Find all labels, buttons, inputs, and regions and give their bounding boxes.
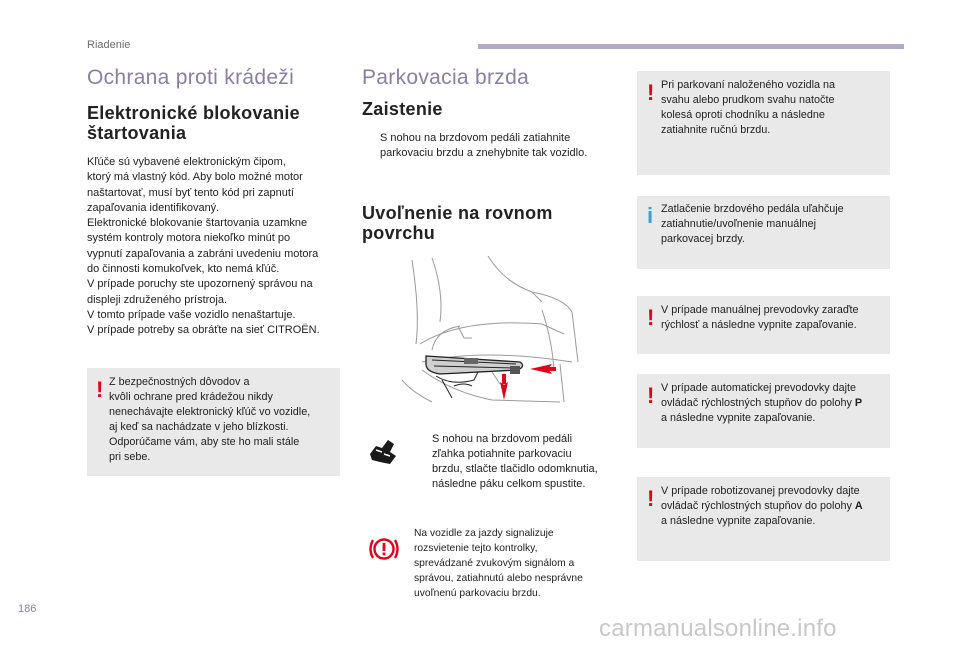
box2-line: Zatlačenie brzdového pedála uľahčuje	[661, 203, 844, 215]
box4-line-3: a následne vypnite zapaľovanie.	[661, 412, 816, 424]
alert-line: správou, zatiahnutú alebo nesprávne	[414, 573, 583, 584]
box5-line-2-prefix: ovládač rýchlostných stupňov do polohy	[661, 500, 855, 512]
box5-text	[661, 484, 887, 529]
engage-heading: Zaistenie	[362, 99, 443, 119]
box4-line-1: V prípade automatickej prevodovky dajte	[661, 382, 857, 394]
left-warning-line: Z bezpečnostných dôvodov a	[109, 376, 250, 388]
header-bar	[478, 44, 904, 49]
left-warning-text	[109, 375, 337, 465]
right-warning-box-1	[637, 71, 890, 175]
box2-text	[661, 202, 887, 247]
release-heading	[362, 203, 602, 243]
left-body-line: Elektronické blokovanie štartovania uzamkne	[87, 217, 308, 230]
left-body-line: systém kontroly motora niekoľko minút po	[87, 232, 291, 245]
box5-line-1: V prípade robotizovanej prevodovky dajte	[661, 485, 860, 497]
alert-line: uvoľnenú parkovaciu brzdu.	[414, 588, 541, 599]
left-warning-line: nenechávajte elektronický kľúč vo vozidle,	[109, 406, 311, 418]
box4-text	[661, 381, 887, 426]
release-line: brzdu, stlačte tlačidlo odomknutia,	[432, 463, 598, 475]
hand-icon	[366, 434, 400, 468]
alert-line: sprevádzané zvukovým signálom a	[414, 558, 575, 569]
release-line: následne páku celkom spustite.	[432, 478, 586, 490]
warning-icon: !	[96, 377, 104, 402]
left-body-line: V tomto prípade vaše vozidlo nenaštartuje.	[87, 308, 296, 321]
left-warning-line: kvôli ochrane pred krádežou nikdy	[109, 391, 273, 403]
box1-line: svahu alebo prudkom svahu natočte	[661, 94, 835, 106]
release-heading-line: Uvoľnenie na rovnom	[362, 203, 553, 223]
engage-text	[380, 131, 620, 161]
watermark: carmanualsonline.info	[599, 615, 837, 642]
warning-icon: !	[647, 486, 655, 511]
box5-position: A	[854, 500, 863, 512]
left-body-line: V prípade poruchy ste upozornený správou na	[87, 278, 313, 291]
right-info-box	[637, 196, 890, 269]
left-body-line: displeji združeného prístroja.	[87, 293, 228, 306]
warning-icon: !	[647, 305, 655, 330]
box3-line: V prípade manuálnej prevodovky zaraďte	[661, 304, 859, 316]
left-body-line: zapaľovania identifikovaný.	[87, 201, 220, 214]
warning-icon: !	[647, 80, 655, 105]
box5-line-2	[661, 499, 887, 514]
box3-text	[661, 303, 887, 333]
warning-icon: !	[647, 383, 655, 408]
brake-warning-lamp-icon	[368, 536, 400, 562]
left-body	[87, 155, 357, 339]
left-body-line: Kľúče sú vybavené elektronickým čipom,	[87, 156, 286, 168]
box5-line-3: a následne vypnite zapaľovanie.	[661, 515, 816, 527]
release-text	[432, 432, 622, 492]
box4-position: P	[854, 397, 863, 409]
box4-line-2	[661, 396, 887, 411]
left-body-line: ktorý má vlastný kód. Aby bolo možné motor	[87, 171, 303, 184]
box2-line: parkovacej brzdy.	[661, 233, 745, 245]
middle-title: Parkovacia brzda	[362, 66, 530, 89]
box1-text	[661, 78, 887, 138]
left-warning-line: aj keď sa nachádzate v jeho blízkosti.	[109, 421, 289, 433]
box2-line: zatiahnutie/uvoľnenie manuálnej	[661, 218, 817, 230]
left-body-line: do činnosti komukoľvek, kto nemá kľúč.	[87, 263, 280, 276]
left-body-line: V prípade potreby sa obráťte na sieť CITROËN.	[87, 324, 320, 337]
release-line: S nohou na brzdovom pedáli	[432, 433, 573, 445]
section-label: Riadenie	[87, 39, 131, 51]
engage-line: S nohou na brzdovom pedáli zatiahnite	[380, 132, 571, 144]
left-warning-line: pri sebe.	[109, 451, 151, 463]
release-line: zľahka potiahnite parkovaciu	[432, 448, 572, 460]
left-warning-line: Odporúčame vám, aby ste ho mali stále	[109, 436, 300, 448]
left-body-line: vypnutí zapaľovania a zabráni uvedeniu motora	[87, 247, 319, 260]
engage-line: parkovaciu brzdu a znehybnite tak vozidlo.	[380, 147, 588, 159]
box1-line: zatiahnite ručnú brzdu.	[661, 124, 771, 136]
right-warning-box-2	[637, 296, 890, 354]
alert-line: rozsvietenie tejto kontrolky,	[414, 543, 538, 554]
box1-line: kolesá oproti chodníku a následne	[661, 109, 825, 121]
left-warning-box	[87, 368, 340, 476]
release-heading-line: povrchu	[362, 223, 436, 243]
box3-line: rýchlosť a následne vypnite zapaľovanie.	[661, 319, 857, 331]
parking-brake-illustration	[392, 252, 590, 414]
box1-line: Pri parkovaní naloženého vozidla na	[661, 79, 836, 91]
alert-line: Na vozidle za jazdy signalizuje	[414, 528, 554, 539]
brake-alert-text	[414, 526, 624, 601]
left-subtitle: Elektronické blokovanie štartovania	[87, 103, 300, 143]
right-warning-box-3	[637, 374, 890, 448]
page-number: 186	[18, 603, 37, 615]
left-body-line: naštartovať, musí byť tento kód pri zapnutí	[87, 186, 294, 199]
right-warning-box-4	[637, 477, 890, 561]
info-icon: i	[647, 203, 654, 228]
left-title: Ochrana proti krádeži	[87, 66, 295, 89]
box4-line-2-prefix: ovládač rýchlostných stupňov do polohy	[661, 397, 855, 409]
